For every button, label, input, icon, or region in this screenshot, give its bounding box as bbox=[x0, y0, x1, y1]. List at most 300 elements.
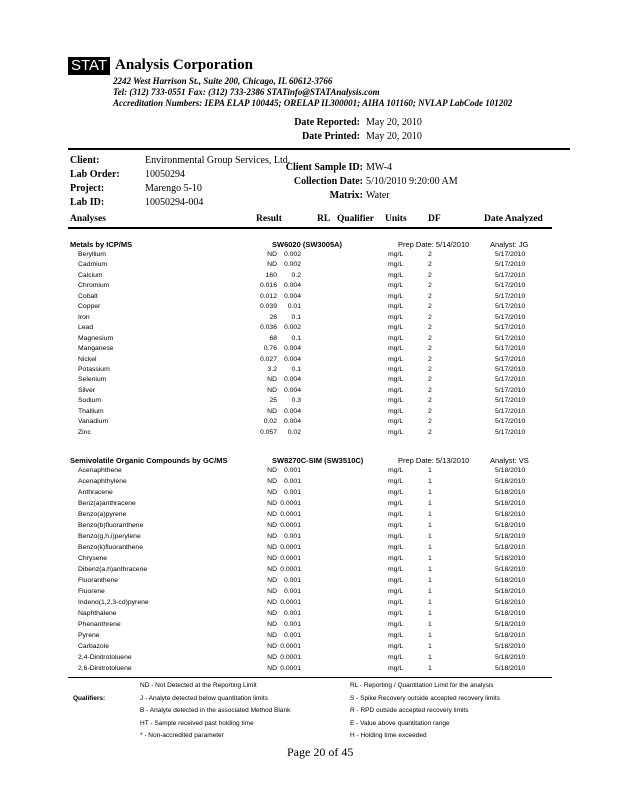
units: mg/L bbox=[388, 292, 404, 300]
result: 3.2 bbox=[267, 365, 277, 373]
company-name: Analysis Corporation bbox=[115, 57, 253, 73]
units: mg/L bbox=[388, 355, 404, 363]
analyte-name: Copper bbox=[78, 303, 101, 311]
analyte-name: Indeno(1,2,3-cd)pyrene bbox=[78, 599, 149, 606]
dilution-factor: 1 bbox=[428, 489, 432, 496]
result: ND bbox=[267, 654, 277, 661]
section-analyst: Analyst: VS bbox=[490, 456, 529, 465]
table-row bbox=[0, 324, 639, 335]
dilution-factor: 1 bbox=[428, 522, 432, 529]
dilution-factor: 1 bbox=[428, 621, 432, 628]
reporting-limit: 0.0001 bbox=[280, 665, 301, 672]
table-row bbox=[0, 366, 639, 377]
analyte-name: Zinc bbox=[78, 428, 91, 436]
units: mg/L bbox=[388, 533, 404, 540]
reporting-limit: 0.001 bbox=[283, 632, 301, 639]
qualifier-definition: E - Value above quantitation range bbox=[350, 719, 450, 727]
units: mg/L bbox=[388, 577, 404, 584]
table-row bbox=[0, 293, 639, 304]
lab-order-label: Lab Order: bbox=[70, 169, 120, 180]
table-row bbox=[0, 511, 639, 522]
date-analyzed: 5/17/2010 bbox=[495, 386, 526, 394]
reporting-limit: 0.004 bbox=[283, 386, 301, 394]
analyte-name: Iron bbox=[78, 313, 90, 321]
analyte-name: 2,6-Dinitrotoluene bbox=[78, 665, 132, 672]
date-analyzed: 5/17/2010 bbox=[495, 345, 526, 353]
analyte-name: Thallium bbox=[78, 407, 104, 415]
result: ND bbox=[267, 500, 277, 507]
units: mg/L bbox=[388, 610, 404, 617]
date-analyzed: 5/17/2010 bbox=[495, 292, 526, 300]
reporting-limit: 0.002 bbox=[283, 251, 301, 258]
reporting-limit: 0.004 bbox=[283, 282, 301, 290]
units: mg/L bbox=[388, 365, 404, 373]
date-analyzed: 5/18/2010 bbox=[495, 654, 526, 661]
result: 0.039 bbox=[259, 303, 277, 311]
dilution-factor: 2 bbox=[428, 418, 432, 426]
table-row bbox=[0, 566, 639, 577]
section-method: SW8270C-SIM (SW3510C) bbox=[272, 456, 364, 465]
lab-id: 10050294-004 bbox=[145, 197, 204, 208]
reporting-limit: 0.001 bbox=[283, 588, 301, 595]
date-analyzed: 5/18/2010 bbox=[495, 522, 526, 529]
units: mg/L bbox=[388, 334, 404, 342]
reporting-limit: 0.0001 bbox=[280, 599, 301, 606]
units: mg/L bbox=[388, 621, 404, 628]
date-analyzed: 5/17/2010 bbox=[495, 428, 526, 436]
table-row bbox=[0, 610, 639, 621]
result: ND bbox=[267, 665, 277, 672]
dilution-factor: 1 bbox=[428, 654, 432, 661]
reporting-limit: 0.0001 bbox=[280, 654, 301, 661]
table-row bbox=[0, 335, 639, 346]
result: ND bbox=[267, 261, 277, 269]
dilution-factor: 1 bbox=[428, 467, 432, 474]
collection-label: Collection Date: bbox=[293, 176, 363, 187]
date-analyzed: 5/17/2010 bbox=[495, 355, 526, 363]
units: mg/L bbox=[388, 511, 404, 518]
date-reported-label: Date Reported: bbox=[294, 117, 360, 128]
date-analyzed: 5/18/2010 bbox=[495, 632, 526, 639]
reporting-limit: 0.004 bbox=[283, 345, 301, 353]
date-reported: May 20, 2010 bbox=[366, 117, 422, 128]
qualifier-definition: R - RPD outside accepted recovery limits bbox=[350, 707, 469, 714]
analyte-name: Benzo(g,h,i)perylene bbox=[78, 533, 141, 540]
qualifier-definition: B - Analyte detected in the associated Method Blank bbox=[140, 707, 291, 714]
reporting-limit: 0.001 bbox=[283, 577, 301, 584]
reporting-limit: 0.0001 bbox=[280, 522, 301, 529]
reporting-limit: 0.004 bbox=[283, 407, 301, 415]
units: mg/L bbox=[388, 313, 404, 321]
result: 68 bbox=[269, 334, 277, 342]
dilution-factor: 1 bbox=[428, 566, 432, 573]
date-analyzed: 5/17/2010 bbox=[495, 282, 526, 290]
units: mg/L bbox=[388, 428, 404, 436]
table-row bbox=[0, 429, 639, 440]
result: ND bbox=[267, 386, 277, 394]
result: 0.02 bbox=[263, 418, 277, 426]
reporting-limit: 0.1 bbox=[291, 365, 301, 373]
dilution-factor: 2 bbox=[428, 324, 432, 332]
date-analyzed: 5/17/2010 bbox=[495, 261, 526, 269]
reporting-limit: 0.01 bbox=[287, 303, 301, 311]
reporting-limit: 0.02 bbox=[287, 428, 301, 436]
accreditation: Accreditation Numbers: IEPA ELAP 100445; ORELAP IL300001; AIHA 101160; NVLAP LabCode 101202 bbox=[113, 98, 513, 108]
dilution-factor: 1 bbox=[428, 643, 432, 650]
dilution-factor: 2 bbox=[428, 407, 432, 415]
analyte-name: Calcium bbox=[78, 271, 103, 279]
date-analyzed: 5/18/2010 bbox=[495, 621, 526, 628]
date-analyzed: 5/17/2010 bbox=[495, 324, 526, 332]
dilution-factor: 2 bbox=[428, 355, 432, 363]
table-row bbox=[0, 665, 639, 676]
units: mg/L bbox=[388, 643, 404, 650]
result: ND bbox=[267, 643, 277, 650]
dilution-factor: 1 bbox=[428, 599, 432, 606]
reporting-limit: 0.0001 bbox=[280, 555, 301, 562]
date-analyzed: 5/17/2010 bbox=[495, 407, 526, 415]
analyte-name: Chrysene bbox=[78, 555, 108, 562]
reporting-limit: 0.001 bbox=[283, 478, 301, 485]
analyte-name: Benz(a)anthracene bbox=[78, 500, 136, 507]
result: ND bbox=[267, 555, 277, 562]
client: Environmental Group Services, Ltd. bbox=[145, 155, 291, 166]
result: 0.027 bbox=[259, 355, 277, 363]
reporting-limit: 0.001 bbox=[283, 621, 301, 628]
reporting-limit: 0.001 bbox=[283, 533, 301, 540]
result: ND bbox=[267, 632, 277, 639]
table-row bbox=[0, 345, 639, 356]
date-analyzed: 5/18/2010 bbox=[495, 511, 526, 518]
date-analyzed: 5/17/2010 bbox=[495, 303, 526, 311]
analyte-name: Carbazole bbox=[78, 643, 109, 650]
result: 0.016 bbox=[259, 282, 277, 290]
result: ND bbox=[267, 588, 277, 595]
result: ND bbox=[267, 522, 277, 529]
units: mg/L bbox=[388, 376, 404, 384]
date-analyzed: 5/18/2010 bbox=[495, 566, 526, 573]
date-analyzed: 5/17/2010 bbox=[495, 313, 526, 321]
dilution-factor: 1 bbox=[428, 632, 432, 639]
units: mg/L bbox=[388, 555, 404, 562]
dilution-factor: 2 bbox=[428, 397, 432, 405]
project-label: Project: bbox=[70, 183, 105, 194]
section-title: Semivolatile Organic Compounds by GC/MS bbox=[70, 456, 228, 465]
units: mg/L bbox=[388, 478, 404, 485]
reporting-limit: 0.004 bbox=[283, 292, 301, 300]
dilution-factor: 2 bbox=[428, 292, 432, 300]
dilution-factor: 1 bbox=[428, 610, 432, 617]
date-analyzed: 5/18/2010 bbox=[495, 489, 526, 496]
table-row bbox=[0, 500, 639, 511]
result: ND bbox=[267, 511, 277, 518]
units: mg/L bbox=[388, 271, 404, 279]
units: mg/L bbox=[388, 544, 404, 551]
result: ND bbox=[267, 544, 277, 551]
analyte-name: Manganese bbox=[78, 345, 114, 353]
legend-label: Qualifiers: bbox=[73, 695, 106, 702]
page-number: Page 20 of 45 bbox=[287, 745, 354, 759]
table-row bbox=[0, 588, 639, 599]
analyte-name: Anthracene bbox=[78, 489, 113, 496]
dilution-factor: 1 bbox=[428, 544, 432, 551]
analyte-name: 2,4-Dinitrotoluene bbox=[78, 654, 132, 661]
analyte-name: Benzo(b)fluoranthene bbox=[78, 522, 144, 529]
units: mg/L bbox=[388, 522, 404, 529]
units: mg/L bbox=[388, 654, 404, 661]
address: 2242 West Harrison St., Suite 200, Chicago, IL 60612-3766 bbox=[113, 76, 333, 86]
table-row bbox=[0, 376, 639, 387]
reporting-limit: 0.004 bbox=[283, 418, 301, 426]
table-row bbox=[0, 577, 639, 588]
dilution-factor: 1 bbox=[428, 577, 432, 584]
dilution-factor: 2 bbox=[428, 428, 432, 436]
dilution-factor: 2 bbox=[428, 313, 432, 321]
dilution-factor: 2 bbox=[428, 303, 432, 311]
result: ND bbox=[267, 251, 277, 258]
result: 0.057 bbox=[259, 428, 277, 436]
dilution-factor: 2 bbox=[428, 251, 432, 258]
reporting-limit: 0.001 bbox=[283, 467, 301, 474]
table-row bbox=[0, 418, 639, 429]
date-analyzed: 5/17/2010 bbox=[495, 418, 526, 426]
units: mg/L bbox=[388, 599, 404, 606]
reporting-limit: 0.2 bbox=[291, 271, 301, 279]
lab-order: 10050294 bbox=[145, 169, 185, 180]
result: ND bbox=[267, 376, 277, 384]
result: 26 bbox=[269, 313, 277, 321]
dilution-factor: 1 bbox=[428, 588, 432, 595]
table-row bbox=[0, 632, 639, 643]
units: mg/L bbox=[388, 324, 404, 332]
table-row bbox=[0, 272, 639, 283]
reporting-limit: 0.004 bbox=[283, 376, 301, 384]
analyte-name: Sodium bbox=[78, 397, 102, 405]
table-row bbox=[0, 408, 639, 419]
dilution-factor: 2 bbox=[428, 386, 432, 394]
reporting-limit: 0.1 bbox=[291, 334, 301, 342]
units: mg/L bbox=[388, 407, 404, 415]
result: 160 bbox=[265, 271, 277, 279]
analyte-name: Dibenz(a,h)anthracene bbox=[78, 566, 148, 573]
reporting-limit: 0.0001 bbox=[280, 544, 301, 551]
date-analyzed: 5/18/2010 bbox=[495, 478, 526, 485]
col-rl: RL bbox=[317, 214, 331, 224]
result: ND bbox=[267, 407, 277, 415]
table-row bbox=[0, 261, 639, 272]
analyte-name: Phenanthrene bbox=[78, 621, 121, 628]
date-analyzed: 5/18/2010 bbox=[495, 544, 526, 551]
analyte-name: Magnesium bbox=[78, 334, 114, 342]
table-row bbox=[0, 387, 639, 398]
analyte-name: Cobalt bbox=[78, 292, 98, 300]
analyte-name: Fluoranthene bbox=[78, 577, 119, 584]
result: 0.036 bbox=[259, 324, 277, 332]
analyte-name: Vanadium bbox=[78, 418, 109, 426]
units: mg/L bbox=[388, 397, 404, 405]
analyte-name: Potassium bbox=[78, 365, 110, 373]
stat-logo: STAT bbox=[68, 57, 110, 75]
analyte-name: Lead bbox=[78, 324, 94, 332]
table-row bbox=[0, 356, 639, 367]
col-units: Units bbox=[385, 214, 407, 224]
reporting-limit: 0.1 bbox=[291, 313, 301, 321]
result: ND bbox=[267, 599, 277, 606]
units: mg/L bbox=[388, 566, 404, 573]
units: mg/L bbox=[388, 500, 404, 507]
client-label: Client: bbox=[70, 155, 100, 166]
analyte-name: Cadmium bbox=[78, 261, 108, 269]
reporting-limit: 0.004 bbox=[283, 355, 301, 363]
date-analyzed: 5/17/2010 bbox=[495, 251, 526, 258]
matrix: Water bbox=[366, 190, 390, 201]
units: mg/L bbox=[388, 467, 404, 474]
divider bbox=[68, 148, 570, 150]
analyte-name: Chromium bbox=[78, 282, 110, 290]
date-analyzed: 5/18/2010 bbox=[495, 588, 526, 595]
table-row bbox=[0, 599, 639, 610]
qualifier-definition: H - Holding time exceeded bbox=[350, 732, 427, 739]
result: ND bbox=[267, 566, 277, 573]
qualifier-definition: S - Spike Recovery outside accepted recovery limits bbox=[350, 694, 500, 702]
dilution-factor: 2 bbox=[428, 271, 432, 279]
result: ND bbox=[267, 467, 277, 474]
table-row bbox=[0, 643, 639, 654]
dilution-factor: 2 bbox=[428, 365, 432, 373]
date-analyzed: 5/18/2010 bbox=[495, 577, 526, 584]
dilution-factor: 1 bbox=[428, 665, 432, 672]
result: 25 bbox=[269, 397, 277, 405]
date-analyzed: 5/18/2010 bbox=[495, 643, 526, 650]
reporting-limit: 0.0001 bbox=[280, 511, 301, 518]
units: mg/L bbox=[388, 588, 404, 595]
reporting-limit: 0.001 bbox=[283, 610, 301, 617]
result: ND bbox=[267, 577, 277, 584]
result: ND bbox=[267, 489, 277, 496]
dilution-factor: 2 bbox=[428, 345, 432, 353]
date-analyzed: 5/17/2010 bbox=[495, 365, 526, 373]
table-row bbox=[0, 397, 639, 408]
collection-date: 5/10/2010 9:20:00 AM bbox=[366, 176, 458, 187]
col-date: Date Analyzed bbox=[484, 214, 543, 224]
units: mg/L bbox=[388, 632, 404, 639]
date-analyzed: 5/18/2010 bbox=[495, 665, 526, 672]
analyte-name: Acenaphthene bbox=[78, 467, 122, 474]
date-analyzed: 5/18/2010 bbox=[495, 467, 526, 474]
units: mg/L bbox=[388, 386, 404, 394]
project: Marengo 5-10 bbox=[145, 183, 202, 194]
date-analyzed: 5/18/2010 bbox=[495, 599, 526, 606]
table-row bbox=[0, 522, 639, 533]
table-row bbox=[0, 467, 639, 478]
sample-id: MW-4 bbox=[366, 162, 393, 173]
table-row bbox=[0, 533, 639, 544]
table-row bbox=[0, 621, 639, 632]
analyte-name: Pyrene bbox=[78, 632, 100, 639]
reporting-limit: 0.002 bbox=[283, 261, 301, 269]
qualifier-definition: RL - Reporting / Quantitation Limit for the analysis bbox=[350, 682, 494, 689]
result: ND bbox=[267, 533, 277, 540]
analyte-name: Naphthalene bbox=[78, 610, 117, 617]
units: mg/L bbox=[388, 345, 404, 353]
result: ND bbox=[267, 621, 277, 628]
table-row bbox=[0, 282, 639, 293]
dilution-factor: 2 bbox=[428, 376, 432, 384]
reporting-limit: 0.3 bbox=[291, 397, 301, 405]
section-prep-date: Prep Date: 5/13/2010 bbox=[398, 456, 470, 465]
section-analyst: Analyst: JG bbox=[490, 240, 529, 249]
date-analyzed: 5/18/2010 bbox=[495, 555, 526, 562]
qualifier-definition: HT - Sample received past holding time bbox=[140, 719, 254, 727]
units: mg/L bbox=[388, 251, 404, 258]
units: mg/L bbox=[388, 489, 404, 496]
date-analyzed: 5/18/2010 bbox=[495, 500, 526, 507]
analyte-name: Beryllium bbox=[78, 251, 106, 258]
col-qualifier: Qualifier bbox=[337, 214, 374, 224]
units: mg/L bbox=[388, 665, 404, 672]
section-method: SW6020 (SW3005A) bbox=[272, 240, 343, 249]
analyte-name: Acenaphthylene bbox=[78, 478, 127, 485]
dilution-factor: 2 bbox=[428, 282, 432, 290]
col-analyses: Analyses bbox=[70, 214, 106, 224]
units: mg/L bbox=[388, 261, 404, 269]
dilution-factor: 1 bbox=[428, 511, 432, 518]
analyte-name: Selenium bbox=[78, 376, 107, 384]
table-row bbox=[0, 314, 639, 325]
header-rule bbox=[68, 227, 552, 229]
analyte-name: Benzo(a)pyrene bbox=[78, 511, 127, 518]
dilution-factor: 1 bbox=[428, 555, 432, 562]
result: ND bbox=[267, 478, 277, 485]
table-row bbox=[0, 555, 639, 566]
date-analyzed: 5/17/2010 bbox=[495, 397, 526, 405]
legend-rule bbox=[68, 677, 552, 678]
table-row bbox=[0, 489, 639, 500]
reporting-limit: 0.0001 bbox=[280, 643, 301, 650]
matrix-label: Matrix: bbox=[329, 190, 363, 201]
date-printed-label: Date Printed: bbox=[301, 131, 360, 142]
date-analyzed: 5/17/2010 bbox=[495, 271, 526, 279]
result: 0.012 bbox=[259, 292, 277, 300]
reporting-limit: 0.0001 bbox=[280, 500, 301, 507]
contact: Tel: (312) 733-0551 Fax: (312) 733-2386 STATinfo@STATAnalysis.com bbox=[113, 87, 380, 97]
units: mg/L bbox=[388, 418, 404, 426]
dilution-factor: 1 bbox=[428, 478, 432, 485]
col-result: Result bbox=[256, 214, 282, 224]
table-row bbox=[0, 478, 639, 489]
reporting-limit: 0.001 bbox=[283, 489, 301, 496]
dilution-factor: 1 bbox=[428, 500, 432, 507]
date-analyzed: 5/17/2010 bbox=[495, 376, 526, 384]
date-printed: May 20, 2010 bbox=[366, 131, 422, 142]
analyte-name: Silver bbox=[78, 386, 95, 394]
qualifier-definition: J - Analyte detected below quantitation limits bbox=[140, 694, 268, 702]
result: ND bbox=[267, 610, 277, 617]
analyte-name: Fluorene bbox=[78, 588, 105, 595]
units: mg/L bbox=[388, 282, 404, 290]
col-df: DF bbox=[428, 214, 441, 224]
sample-id-label: Client Sample ID: bbox=[285, 162, 363, 173]
date-analyzed: 5/17/2010 bbox=[495, 334, 526, 342]
qualifier-definition: ND - Not Detected at the Reporting Limit bbox=[140, 682, 257, 689]
qualifier-definition: * - Non-accredited parameter bbox=[140, 732, 224, 739]
date-analyzed: 5/18/2010 bbox=[495, 533, 526, 540]
result: 0.76 bbox=[263, 345, 277, 353]
lab-id-label: Lab ID: bbox=[70, 197, 105, 208]
analyte-name: Nickel bbox=[78, 355, 97, 363]
table-row bbox=[0, 251, 639, 262]
units: mg/L bbox=[388, 303, 404, 311]
